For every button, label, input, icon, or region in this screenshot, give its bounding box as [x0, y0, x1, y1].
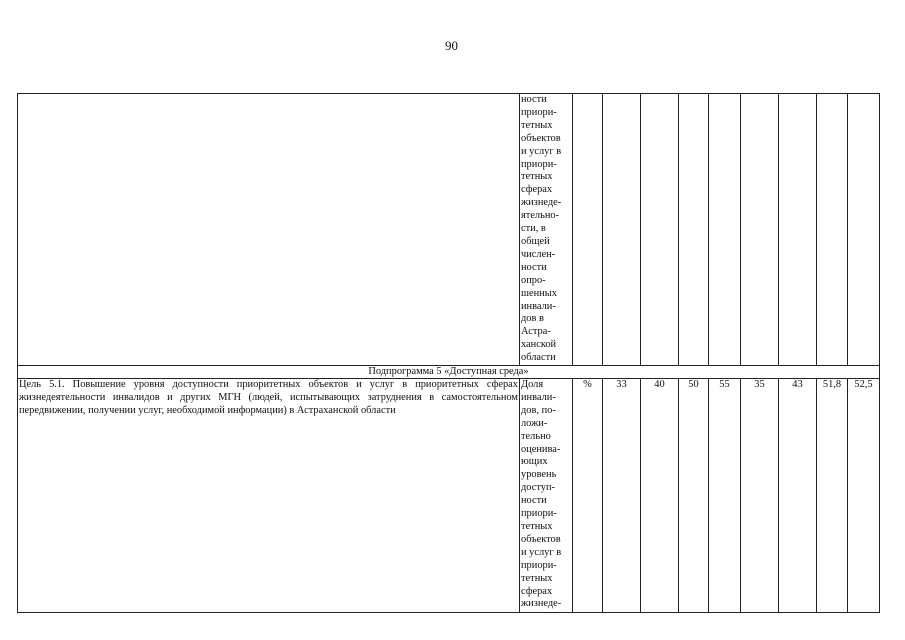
unit-cell: %: [573, 379, 603, 613]
unit-cell: [573, 94, 603, 366]
table-row-goal: [18, 379, 880, 613]
goal-cell-empty: [18, 94, 520, 366]
value-cell: 51,8: [817, 379, 848, 613]
value-cell: [603, 94, 641, 366]
value-cell: [848, 94, 880, 366]
value-cell: [709, 94, 741, 366]
value-cell: [679, 94, 709, 366]
value-cell: [779, 94, 817, 366]
indicators-table: [17, 93, 880, 613]
value-cell: 35: [741, 379, 779, 613]
goal-description: Цель 5.1. Повышение уровня доступности приоритетных объектов и услуг в приоритетных сферах жизнедеятельности инвалидов и других МГН (людей, испытывающих затруднения в самостоятельном передвижении, получении услуг, необходимой информации) в Астраханской области: [18, 379, 520, 613]
value-cell: 50: [679, 379, 709, 613]
value-cell: 52,5: [848, 379, 880, 613]
value-cell: 40: [641, 379, 679, 613]
page-number: 90: [445, 38, 458, 53]
value-cell: 33: [603, 379, 641, 613]
indicator-cell: Доля инвали- дов, по- ложи- тельно оценива- ющих уровень доступ- ности приори- тетных объектов и услуг в приори- тетных сферах жизнеде-: [520, 379, 573, 613]
subprogram-row: [18, 366, 880, 379]
value-cell: [817, 94, 848, 366]
value-cell: 55: [709, 379, 741, 613]
table-row-continuation: [18, 94, 880, 366]
value-cell: 43: [779, 379, 817, 613]
indicator-cell: ности приори- тетных объектов и услуг в приори- тетных сферах жизнеде- ятельно- сти, в общей числен- ности опро- шенных инвали- дов в Астра- ханской области: [520, 94, 573, 366]
subprogram-title: Подпрограмма 5 «Доступная среда»: [18, 366, 880, 379]
value-cell: [741, 94, 779, 366]
value-cell: [641, 94, 679, 366]
